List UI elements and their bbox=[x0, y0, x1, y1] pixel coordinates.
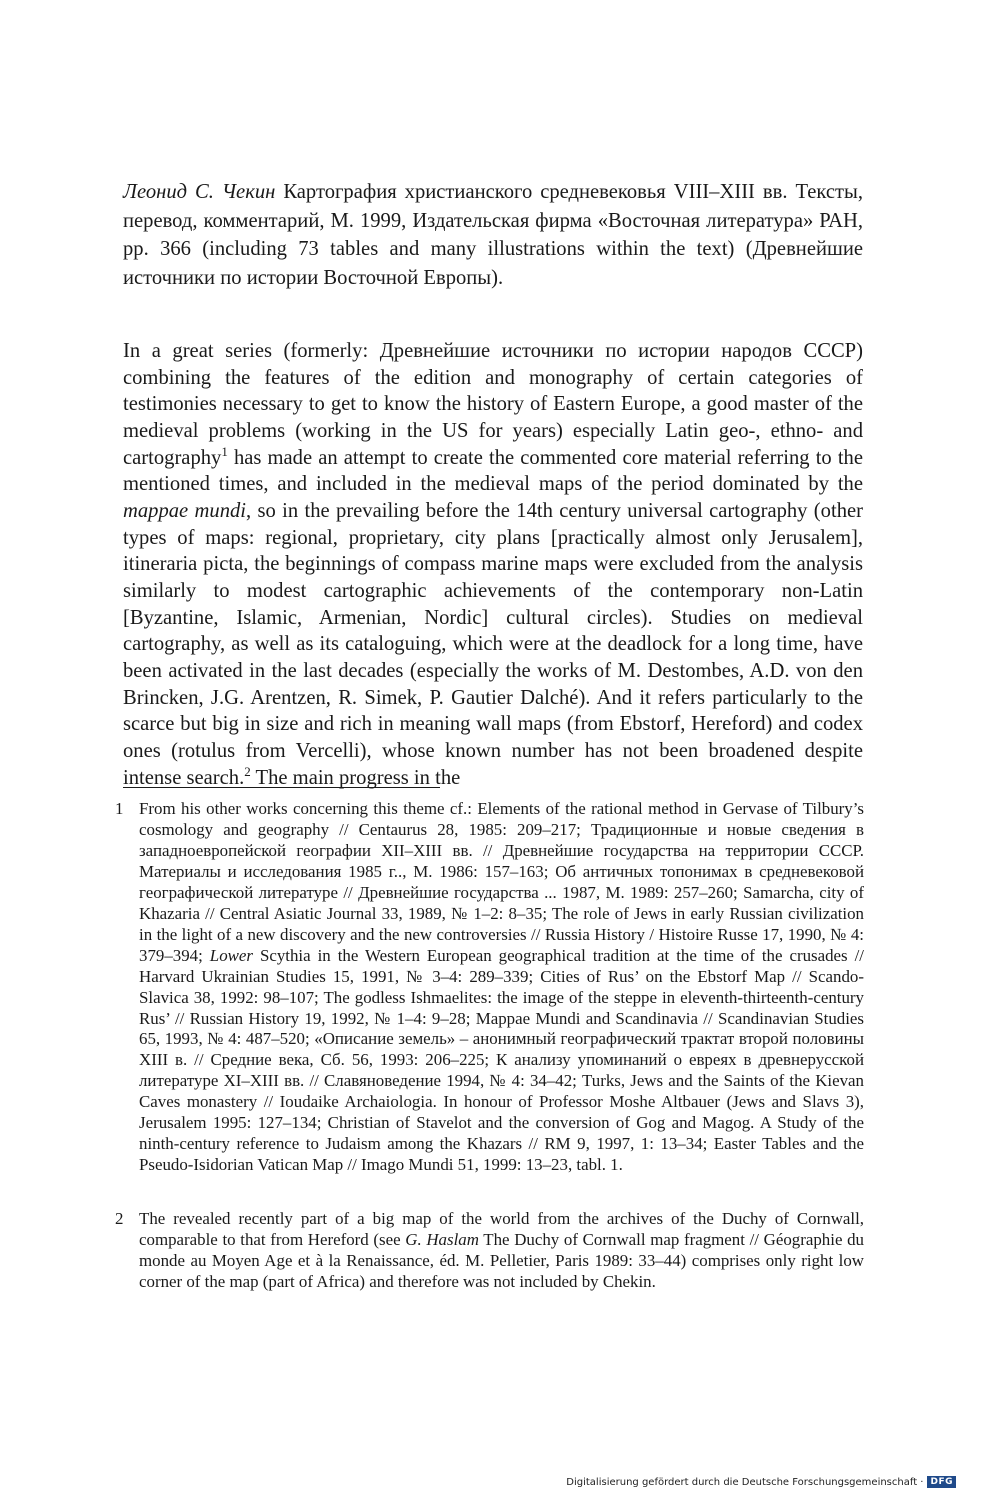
footnote-divider bbox=[123, 787, 440, 788]
footnote-number: 2 bbox=[115, 1209, 124, 1228]
footnote-number: 1 bbox=[115, 799, 124, 818]
footnote-1 bbox=[115, 799, 864, 1176]
body-text-segment: , so in the prevailing before the 14th century universal cartography (other types of maps: regional, proprietary, city plans [practically almost only Jerusalem], itineraria picta, the beginnings of compass marine maps were excluded from the analysis similarly to modest cartographic achievements of the contemporary non-Latin [Byzantine, Islamic, Armenian, Nordic] cultural circles). Studies on medieval cartography, as well as its cataloguing, which were at the deadlock for a long time, have been activated in the last decades (especially the works of M. Destombes, A.D. von den Brincken, J.G. Arentzen, R. Simek, P. Gautier Dalché). And it refers particularly to the scarce but big in size and rich in meaning wall maps (from Ebstorf, Hereford) and codex ones (rotulus from Vercelli), whose known number has not been broadened despite intense search. bbox=[123, 499, 863, 789]
footnote-italic: G. Haslam bbox=[405, 1229, 479, 1249]
footnote-ref-1[interactable]: 1 bbox=[221, 443, 228, 459]
dfg-logo: DFG bbox=[927, 1476, 956, 1488]
credit-text: Digitalisierung gefördert durch die Deutsche Forschungsgemeinschaft · bbox=[566, 1476, 924, 1488]
review-header bbox=[123, 178, 863, 293]
footnote-text: From his other works concerning this theme cf.: Elements of the rational method in Gervase of Tilbury’s cosmology and geography // Centaurus 28, 1985: 209–217; Традиционные и новые сведения в западноевропейской географии XII–XIII вв. // Древнейшие государства на территории СССР. Материалы и исследования 1985 г.., М. 1986: 157–163; Об античных топонимах в средневековой географической литературе // Древнейшие государства ... 1987, М. 1989: 257–260; Samarcha, city of Khazaria // Central Asiatic Journal 33, 1989, № 1–2: 8–35; The role of Jews in early Russian civilization in the light of a new discovery and the new controversies // Russia History / Histoire Russe 17, 1990, № 4: 379–394; bbox=[139, 799, 864, 965]
body-paragraph bbox=[123, 338, 863, 791]
body-text-segment: The main progress in the bbox=[250, 766, 461, 789]
footnote-2 bbox=[115, 1209, 865, 1293]
body-text-segment: In a great series (formerly: Древнейшие источники по истории народов СССР) combining the features of the edition and monography of certain categories of testimonies necessary to get to know the history of Eastern Europe, a good master of the medieval problems (working in the US for years) especially Latin geo-, ethno- and cartography bbox=[123, 340, 863, 469]
footnote-text: The revealed recently part of a big map of the world from the archives of the Duchy of Cornwall, comparable to that from Hereford (see bbox=[139, 1209, 864, 1249]
digitization-credit bbox=[566, 1476, 956, 1488]
footnote-text: Scythia in the Western European geographical tradition at the time of the crusades // Harvard Ukrainian Studies 15, 1991, № 3–4: 289–339; Cities of Rus’ on the Ebstorf Map // Scando-Slavica 38, 1992: 98–107; The godless Ishmaelites: the image of the steppe in eleventh-thirteenth-century Rus’ // Russian History 19, 1992, № 1–4: 9–28; Mappae Mundi and Scandinavia // Scandinavian Studies 65, 1993, № 4: 487–520; «Описание земель» – анонимный географический трактат второй половины XIII в. // Средние века, Сб. 56, 1993: 206–225; К анализу упоминаний о евреях в древнерусской литературе XI–XIII вв. // Славяноведение 1994, № 4: 34–42; Turks, Jews and the Saints of the Kievan Caves monastery // Ioudaike Archaiologia. In honour of Professor Moshe Altbauer (Jews and Slavs 3), Jerusalem 1995: 127–134; Christian of Stavelot and the conversion of Gog and Magog. A Study of the ninth-century reference to Judaism among the Khazars // RM 9, 1997, 1: 13–34; Easter Tables and the Pseudo-Isidorian Vatican Map // Imago Mundi 51, 1999: 13–23, tabl. 1. bbox=[139, 945, 864, 1175]
body-text-segment: has made an attempt to create the commented core material referring to the mentioned times, and included in the medieval maps of the period dominated by the bbox=[123, 446, 863, 496]
footnote-ref-2[interactable]: 2 bbox=[244, 763, 251, 779]
footnote-italic: Lower bbox=[209, 945, 253, 965]
footnote-text: The Duchy of Cornwall map fragment // Géographie du monde au Moyen Age et à la Renaissance, éd. M. Pelletier, Paris 1989: 33–44) comprises only right low corner of the map (part of Africa) and therefore was not included by Chekin. bbox=[139, 1229, 865, 1291]
book-author: Леонид С. Чекин bbox=[123, 181, 276, 203]
book-citation: Картография христианского средневековья VIII–XIII вв. Тексты, перевод, комментарий, М. 1999, Издательская фирма «Восточная литература» РАН, pp. 366 (including 73 tables and many illustrations within the text) (Древнейшие источники по истории Восточной Европы). bbox=[123, 181, 864, 290]
body-italic-term: mappae mundi bbox=[123, 499, 247, 522]
